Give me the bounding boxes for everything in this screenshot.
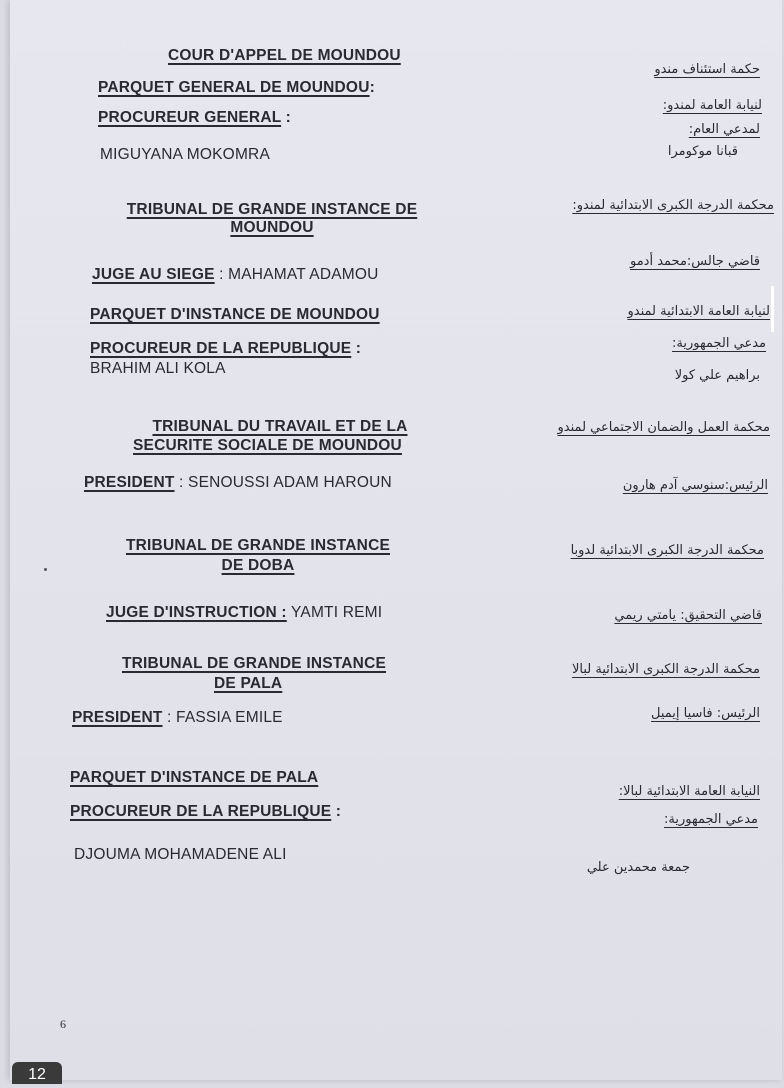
president-2-line: PRESIDENT : FASSIA EMILE: [72, 709, 283, 726]
juge-instruction-line: JUGE D'INSTRUCTION : YAMTI REMI: [106, 604, 383, 621]
tgi-doba-title-ar: محكمة الدرجة الكبرى الابتدائية لدوبا: [570, 543, 764, 558]
procureur-republique-1-name: BRAHIM ALI KOLA: [90, 360, 226, 377]
president-2-line-ar: الرئيس: فاسيا إيميل: [651, 706, 760, 721]
tgi-pala-title-ar: محكمة الدرجة الكبرى الابتدائية لبالا: [571, 662, 760, 677]
tribunal-travail-title-line1: TRIBUNAL DU TRAVAIL ET DE LA: [152, 418, 408, 435]
parquet-instance-moundou-heading: PARQUET D'INSTANCE DE MOUNDOU: [90, 306, 380, 323]
tgi-moundou-title-ar: محكمة الدرجة الكبرى الابتدائية لمندو:: [572, 198, 774, 213]
cour-appel-title-ar: حكمة استئناف مندو: [654, 62, 760, 77]
tgi-pala-title-line2: DE PALA: [214, 675, 283, 692]
procureur-republique-2-name-ar: جمعة محمدين علي: [586, 860, 690, 875]
president-1-line: PRESIDENT : SENOUSSI ADAM HAROUN: [84, 474, 392, 491]
juge-instruction-line-ar: قاضي التحقيق: يامتي ريمي: [614, 608, 762, 623]
cour-appel-title: COUR D'APPEL DE MOUNDOU: [168, 47, 401, 64]
parquet-general-heading: PARQUET GENERAL DE MOUNDOU:: [98, 79, 375, 96]
procureur-republique-1-name-ar: براهيم علي كولا: [674, 368, 760, 383]
parquet-general-heading-ar: لنيابة العامة لمندو:: [662, 98, 762, 113]
tgi-doba-title-line1: TRIBUNAL DE GRANDE INSTANCE: [125, 537, 391, 554]
procureur-general-name: MIGUYANA MOKOMRA: [100, 146, 270, 163]
stray-mark: [44, 568, 47, 571]
parquet-instance-moundou-heading-ar: لنيابة العامة الابتدائية لمندو: [627, 304, 770, 319]
procureur-republique-2-label-ar: مدعي الجمهورية:: [664, 812, 758, 827]
procureur-general-label-ar: لمدعي العام:: [688, 122, 760, 137]
procureur-republique-2-name: DJOUMA MOHAMADENE ALI: [74, 846, 287, 863]
tgi-pala-title-line1: TRIBUNAL DE GRANDE INSTANCE: [121, 655, 387, 672]
tgi-moundou-title-line1: TRIBUNAL DE GRANDE INSTANCE DE: [126, 201, 418, 218]
tgi-moundou-title-line2: MOUNDOU: [230, 219, 314, 236]
juge-siege-line-ar: قاضي جالس:محمد أدمو: [630, 254, 760, 269]
procureur-republique-2-label: PROCUREUR DE LA REPUBLIQUE :: [70, 803, 342, 820]
tribunal-travail-title-ar: محكمة العمل والضمان الاجتماعي لمندو: [557, 420, 770, 435]
tgi-doba-title-line2: DE DOBA: [221, 557, 295, 574]
procureur-general-label: PROCUREUR GENERAL :: [98, 109, 291, 126]
page-number: 6: [60, 1017, 66, 1031]
image-counter-badge[interactable]: 12: [12, 1062, 62, 1084]
page-edge-mark: [771, 286, 774, 332]
procureur-republique-1-label: PROCUREUR DE LA REPUBLIQUE :: [90, 340, 362, 357]
tribunal-travail-title-line2: SECURITE SOCIALE DE MOUNDOU: [133, 437, 402, 454]
procureur-general-name-ar: قبانا موكومرا: [667, 144, 738, 159]
procureur-republique-1-label-ar: مدعي الجمهورية:: [672, 336, 766, 351]
parquet-instance-pala-heading: PARQUET D'INSTANCE DE PALA: [70, 769, 319, 786]
parquet-instance-pala-heading-ar: النيابة العامة الابتدائية لبالا:: [618, 784, 760, 799]
juge-siege-line: JUGE AU SIEGE : MAHAMAT ADAMOU: [92, 266, 379, 283]
president-1-line-ar: الرئيس:سنوسي آدم هارون: [622, 478, 768, 493]
